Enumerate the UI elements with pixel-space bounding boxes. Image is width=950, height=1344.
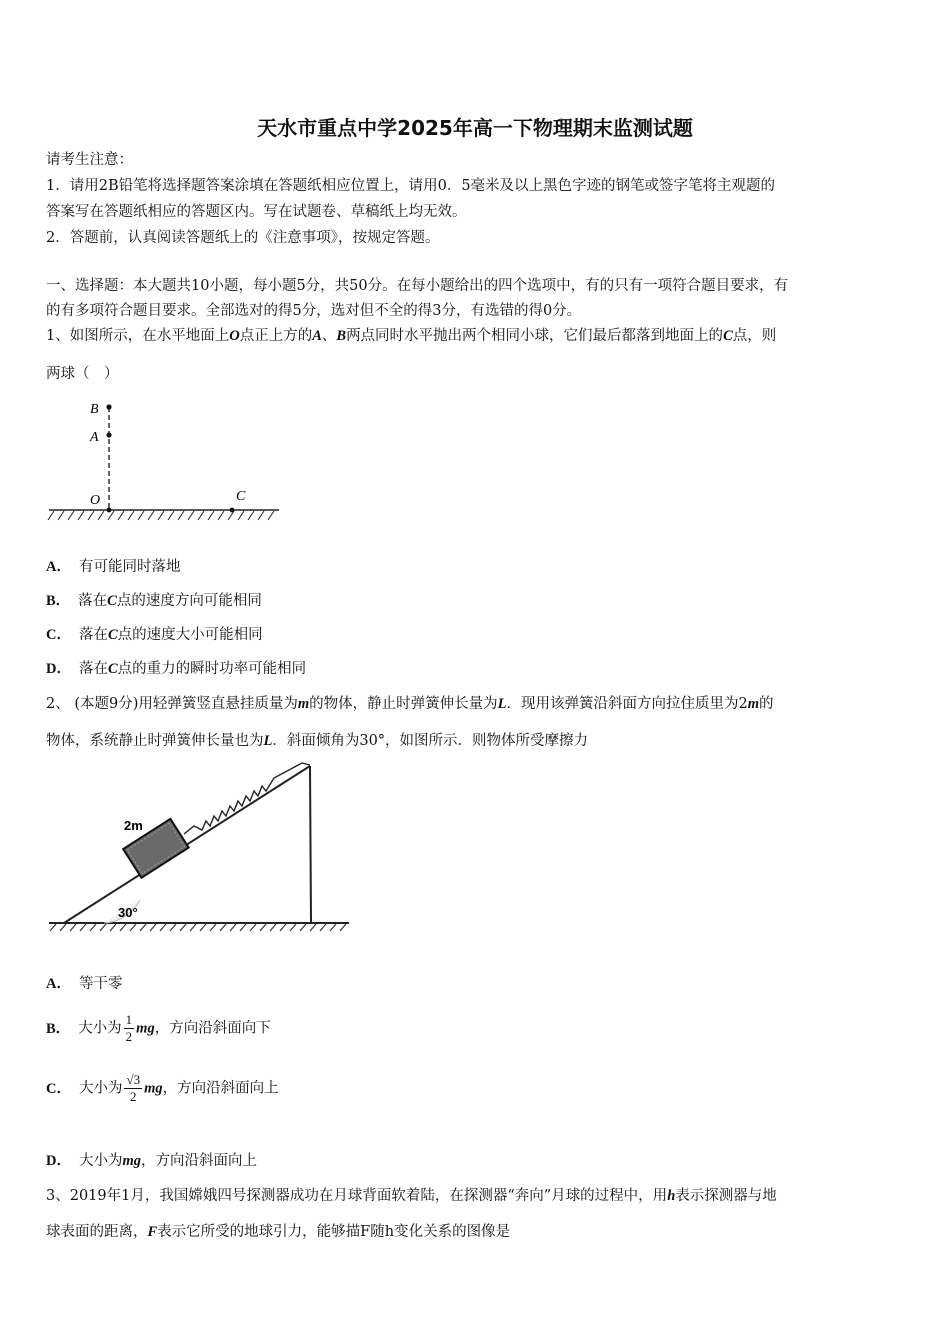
- q1-option-a[interactable]: A． 有可能同时落地: [46, 559, 181, 575]
- label-C: C: [236, 489, 246, 504]
- q1-option-b[interactable]: B． 落在C点的速度方向可能相同: [46, 593, 262, 609]
- q1-option-d[interactable]: D． 落在C点的重力的瞬时功率可能相同: [46, 661, 307, 677]
- section-instructions-line-2: 的有多项符合题目要求。全部选对的得5分，选对但不全的得3分，有选错的得0分。: [46, 303, 582, 319]
- q3-stem-line-2: 球表面的距离，F表示它所受的地球引力，能够描F随h变化关系的图像是: [46, 1224, 511, 1240]
- notice-item-1-line-1: 1．请用2B铅笔将选择题答案涂填在答题纸相应位置上，请用0．5毫米及以上黑色字迹的钢笔或签字笔将主观题的: [46, 178, 776, 194]
- point-A: [106, 432, 111, 437]
- point-O: [107, 508, 112, 513]
- q2-stem-line-2: 物体，系统静止时弹簧伸长量也为L．斜面倾角为30°，如图所示．则物体所受摩擦力: [46, 733, 589, 749]
- fraction-root3-over-2: $\frac{√3}{2}$: [126, 1072, 141, 1104]
- q1-stem-line-1: 1、如图所示，在水平地面上O点正上方的A、B两点同时水平抛出两个相同小球，它们最后都落到地面上的C点，则: [46, 328, 777, 344]
- q2-option-c[interactable]: C． 大小为 $\frac{√3}{2}$ mg，方向沿斜面向上: [46, 1072, 279, 1104]
- point-B: [106, 404, 111, 409]
- q1-option-c[interactable]: C． 落在C点的速度大小可能相同: [46, 627, 263, 643]
- q2-option-b[interactable]: B． 大小为 $\frac{1}{2}$ mg，方向沿斜面向下: [46, 1012, 271, 1044]
- notice-item-2: 2．答题前，认真阅读答题纸上的《注意事项》，按规定答题。: [46, 230, 440, 246]
- label-O: O: [90, 493, 101, 508]
- label-B: B: [90, 402, 99, 417]
- q1-figure: [44, 395, 284, 525]
- notice-heading: 请考生注意：: [46, 152, 133, 168]
- q2-incline-figure: [44, 760, 354, 938]
- mass-label: 2m: [124, 818, 143, 833]
- angle-label: 30°: [118, 905, 138, 920]
- point-C: [230, 508, 235, 513]
- notice-item-1-line-2: 答案写在答题纸相应的答题区内。写在试题卷、草稿纸上均无效。: [46, 204, 467, 220]
- q2-option-a[interactable]: A． 等干零: [46, 976, 123, 992]
- label-A: A: [90, 430, 99, 445]
- section-instructions-line-1: 一、选择题：本大题共10小题，每小题5分，共50分。在每小题给出的四个选项中，有的只有一项符合题目要求，有: [46, 278, 789, 294]
- spring: [184, 763, 310, 834]
- page-title: 天水市重点中学2025年高一下物理期末监测试题: [257, 116, 693, 140]
- q2-stem-line-1: 2、 (本题9分)用轻弹簧竖直悬挂质量为m的物体，静止时弹簧伸长量为L．现用该弹簧沿斜面方向拉住质里为2m的: [46, 696, 774, 712]
- q2-option-d[interactable]: D． 大小为mg，方向沿斜面向上: [46, 1153, 258, 1169]
- fraction-one-half: $\frac{1}{2}$: [125, 1012, 133, 1044]
- q1-stem-line-2: 两球（ ）: [46, 366, 119, 382]
- q3-stem-line-1: 3、2019年1月，我国嫦娥四号探测器成功在月球背面软着陆，在探测器“奔向”月球的过程中，用h表示探测器与地: [46, 1188, 777, 1204]
